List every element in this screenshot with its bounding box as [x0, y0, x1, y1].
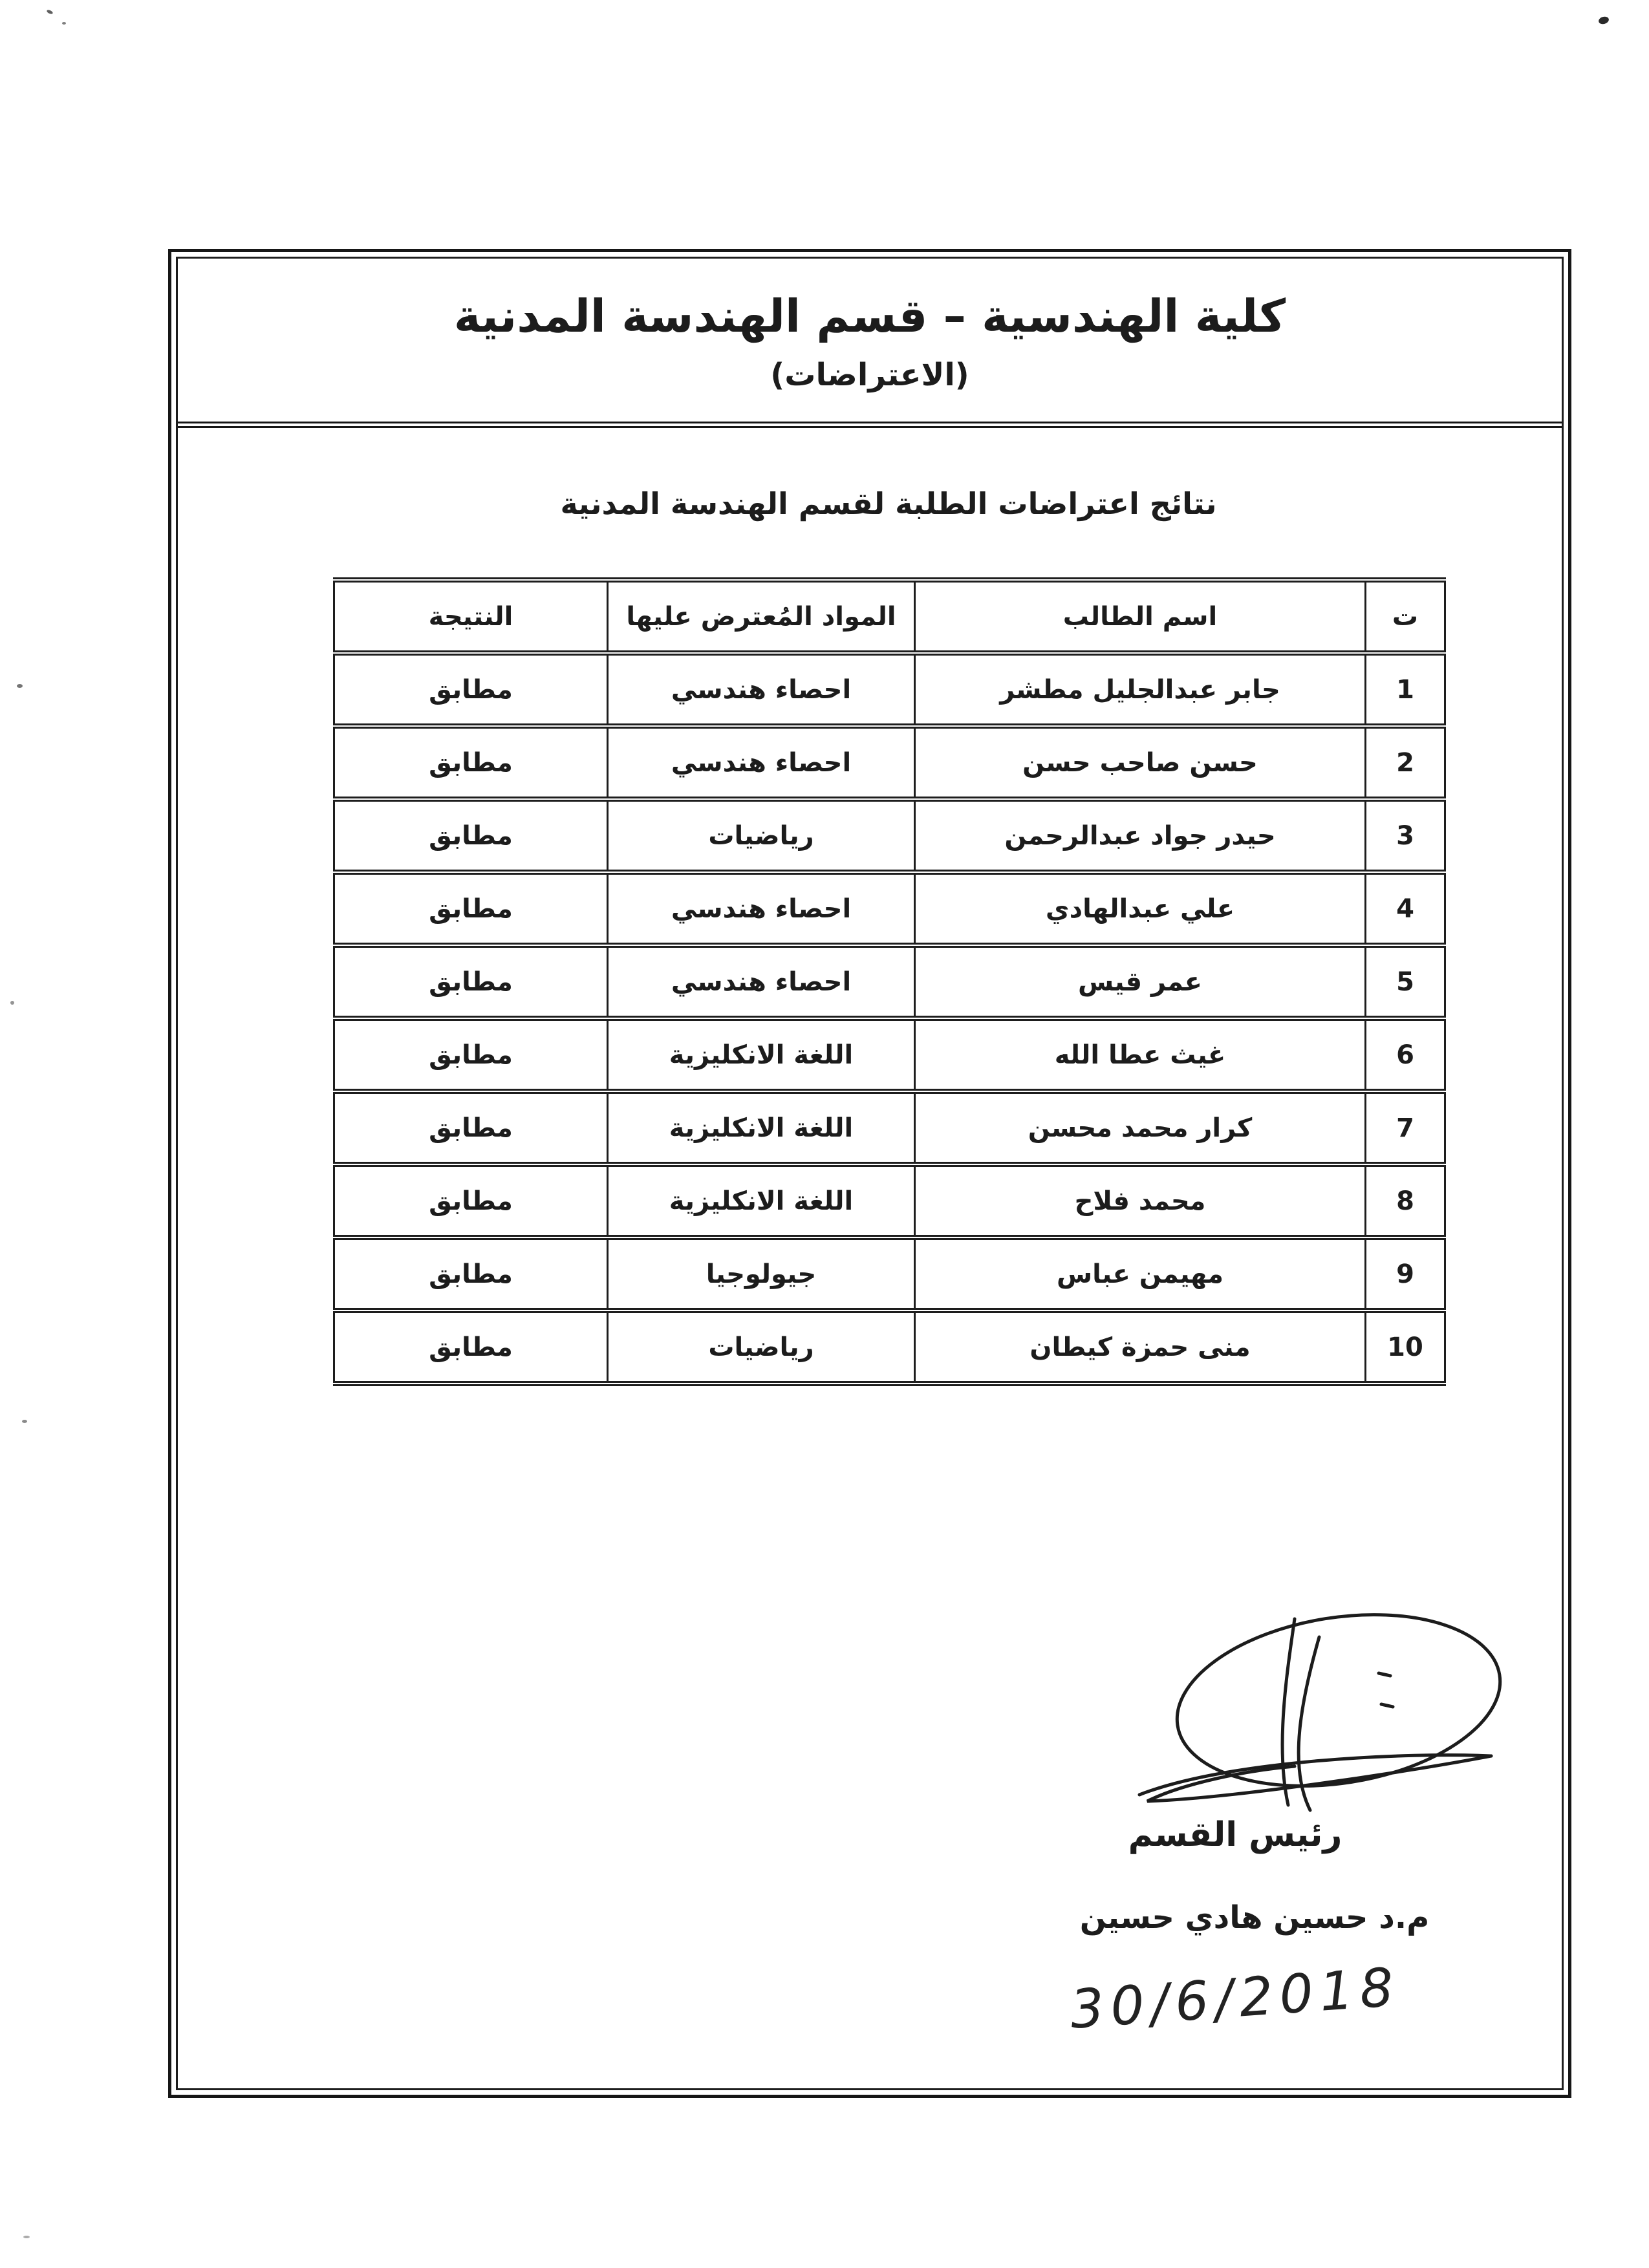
- row-subject: رياضيات: [608, 799, 915, 872]
- table-row: [334, 1237, 1445, 1311]
- row-student-name: مهيمن عباس: [915, 1237, 1366, 1311]
- scan-artifact: [62, 22, 66, 25]
- row-student-name: كرار محمد محسن: [915, 1091, 1366, 1164]
- row-result: مطابق: [334, 1237, 608, 1311]
- row-student-name: محمد فلاح: [915, 1164, 1366, 1237]
- row-index: 6: [1366, 1018, 1445, 1091]
- row-subject: اللغة الانكليزية: [608, 1091, 915, 1164]
- row-index: 7: [1366, 1091, 1445, 1164]
- table-row: [334, 653, 1445, 726]
- scan-artifact: [46, 9, 53, 15]
- table-row: [334, 799, 1445, 872]
- table-header-row: [334, 580, 1445, 653]
- row-result: مطابق: [334, 1018, 608, 1091]
- row-index: 8: [1366, 1164, 1445, 1237]
- row-index: 9: [1366, 1237, 1445, 1311]
- row-student-name: جابر عبدالجليل مطشر: [915, 653, 1366, 726]
- column-header-subjects: المواد المُعترض عليها: [608, 580, 915, 653]
- signature-role: رئيس القسم: [1128, 1815, 1342, 1854]
- row-subject: اللغة الانكليزية: [608, 1018, 915, 1091]
- row-subject: احصاء هندسي: [608, 726, 915, 799]
- row-index: 4: [1366, 872, 1445, 945]
- table-row: [334, 1018, 1445, 1091]
- table-row: [334, 1091, 1445, 1164]
- row-result: مطابق: [334, 1311, 608, 1384]
- row-subject: اللغة الانكليزية: [608, 1164, 915, 1237]
- row-student-name: علي عبدالهادي: [915, 872, 1366, 945]
- row-subject: جيولوجيا: [608, 1237, 915, 1311]
- row-result: مطابق: [334, 1164, 608, 1237]
- row-student-name: غيث عطا الله: [915, 1018, 1366, 1091]
- document-title: كلية الهندسية – قسم الهندسة المدنية: [453, 290, 1286, 343]
- objections-table-body: [334, 653, 1445, 1384]
- document-subtitle: (الاعتراضات): [770, 357, 969, 393]
- row-result: مطابق: [334, 726, 608, 799]
- row-result: مطابق: [334, 945, 608, 1018]
- scan-artifact: [23, 2236, 30, 2238]
- document-header: [178, 259, 1562, 428]
- signature-handwritten: [1125, 1597, 1513, 1836]
- row-student-name: عمر قيس: [915, 945, 1366, 1018]
- row-index: 5: [1366, 945, 1445, 1018]
- row-index: 2: [1366, 726, 1445, 799]
- row-result: مطابق: [334, 799, 608, 872]
- objections-table: [333, 577, 1446, 1386]
- scan-artifact: [17, 684, 23, 688]
- table-row: [334, 1164, 1445, 1237]
- table-row: [334, 945, 1445, 1018]
- row-subject: احصاء هندسي: [608, 872, 915, 945]
- table-row: [334, 872, 1445, 945]
- row-subject: احصاء هندسي: [608, 945, 915, 1018]
- column-header-student-name: اسم الطالب: [915, 580, 1366, 653]
- row-result: مطابق: [334, 1091, 608, 1164]
- scan-artifact: [10, 1001, 14, 1005]
- row-student-name: حسن صاحب حسن: [915, 726, 1366, 799]
- table-row: [334, 726, 1445, 799]
- row-student-name: منى حمزة كيطان: [915, 1311, 1366, 1384]
- column-header-result: النتيجة: [334, 580, 608, 653]
- row-result: مطابق: [334, 653, 608, 726]
- row-subject: رياضيات: [608, 1311, 915, 1384]
- row-index: 10: [1366, 1311, 1445, 1384]
- row-index: 1: [1366, 653, 1445, 726]
- scan-artifact: [1598, 16, 1610, 25]
- column-header-index: ت: [1366, 580, 1445, 653]
- row-result: مطابق: [334, 872, 608, 945]
- section-title: نتائج اعتراضات الطلبة لقسم الهندسة المدنية: [560, 486, 1217, 521]
- row-index: 3: [1366, 799, 1445, 872]
- row-student-name: حيدر جواد عبدالرحمن: [915, 799, 1366, 872]
- signature-name: م.د حسين هادي حسين: [1079, 1899, 1430, 1936]
- table-row: [334, 1311, 1445, 1384]
- signature-date-handwritten: 30/6/2018: [1068, 1956, 1402, 2041]
- scan-artifact: [22, 1420, 27, 1423]
- row-subject: احصاء هندسي: [608, 653, 915, 726]
